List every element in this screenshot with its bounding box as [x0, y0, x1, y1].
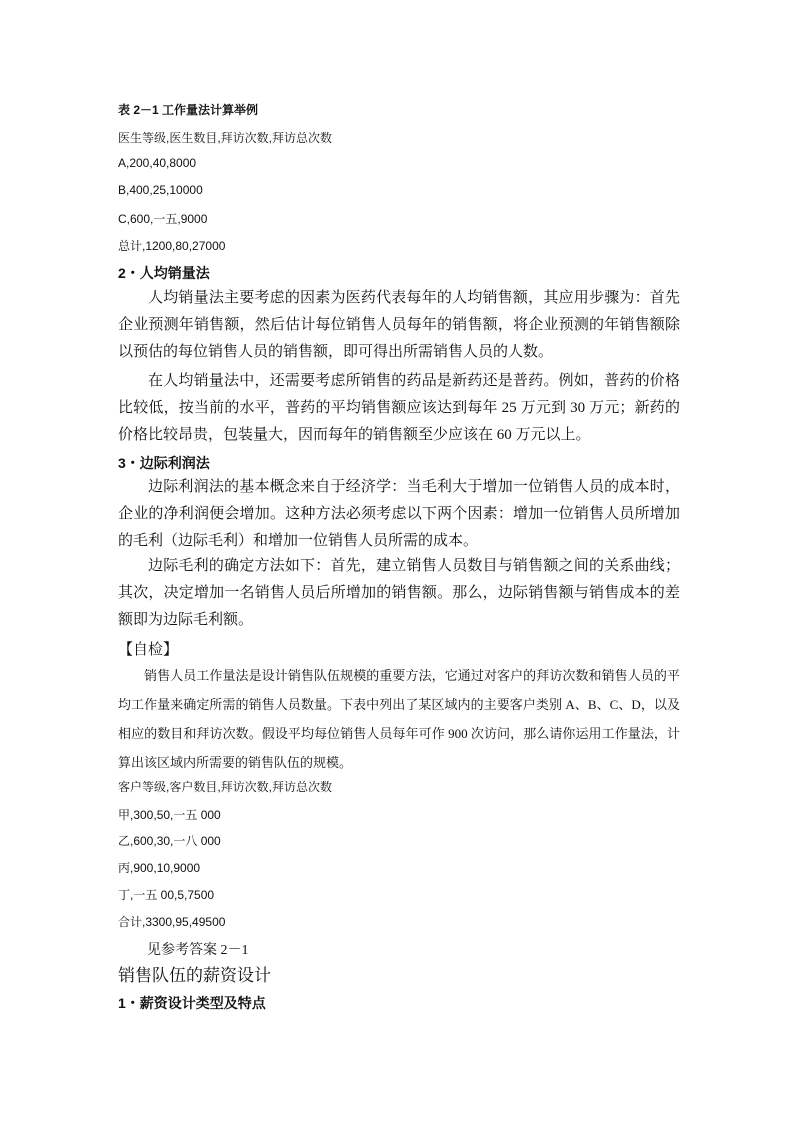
table2-row: 甲,300,50,一五 000	[118, 808, 221, 822]
section-heading: 3・边际利润法	[118, 455, 210, 471]
table1-row-header: 医生等级,医生数目,拜访次数,拜访总次数	[118, 131, 333, 145]
table1-row: A,200,40,8000	[118, 156, 197, 170]
table2-row-total: 合计,3300,95,49500	[118, 915, 226, 929]
chapter-title: 销售队伍的薪资设计	[118, 966, 271, 985]
paragraph: 在人均销量法中，还需要考虑所销售的药品是新药还是普药。例如，普药的价格比较低，按当前的水平，普药的平均销售额应该达到每年 25 万元到 30 万元；新药的价格比较昂贵，包装量大，因而每年的销售额至少应该在 60 万元以上。	[118, 373, 680, 443]
paragraph: 人均销量法主要考虑的因素为医药代表每年的人均销售额，其应用步骤为：首先企业预测年销售额，然后估计每位销售人员每年的销售额，将企业预测的年销售额除以预估的每位销售人员的销售额，即可得出所需销售人员的人数。	[118, 290, 680, 360]
answer-reference: 见参考答案 2－1	[147, 943, 249, 958]
table2-row: 丙,900,10,9000	[118, 861, 201, 875]
section-heading: 1・薪资设计类型及特点	[118, 995, 266, 1011]
selfcheck-paragraph: 销售人员工作量法是设计销售队伍规模的重要方法，它通过对客户的拜访次数和销售人员的平均工作量来确定所需的销售人员数量。下表中列出了某区域内的主要客户类别 A、B、C、D，以及相应的数目和拜访次数。假设平均每位销售人员每年可作 900 次访问，那么请你运用工作量法，计算出该区域内所需要的销售队伍的规模。	[118, 668, 680, 770]
table1-row: B,400,25,10000	[118, 183, 203, 197]
selfcheck-heading: 【自检】	[118, 642, 179, 658]
section-heading: 2・人均销量法	[118, 265, 210, 281]
table2-row-header: 客户等级,客户数目,拜访次数,拜访总次数	[118, 780, 333, 794]
table1-row-total: 总计,1200,80,27000	[118, 239, 226, 253]
table1-title: 表 2－1 工作量法计算举例	[118, 103, 259, 117]
paragraph: 边际利润法的基本概念来自于经济学：当毛利大于增加一位销售人员的成本时，企业的净利润便会增加。这种方法必须考虑以下两个因素：增加一位销售人员所增加的毛利（边际毛利）和增加一位销售人员所需的成本。	[118, 479, 680, 549]
table1-row: C,600,一五,9000	[118, 212, 208, 226]
table2-row: 丁,一五 00,5,7500	[118, 888, 215, 902]
paragraph: 边际毛利的确定方法如下：首先，建立销售人员数目与销售额之间的关系曲线；其次，决定增加一名销售人员后所增加的销售额。那么，边际销售额与销售成本的差额即为边际毛利额。	[118, 558, 680, 628]
table2-row: 乙,600,30,一八 000	[118, 834, 221, 848]
